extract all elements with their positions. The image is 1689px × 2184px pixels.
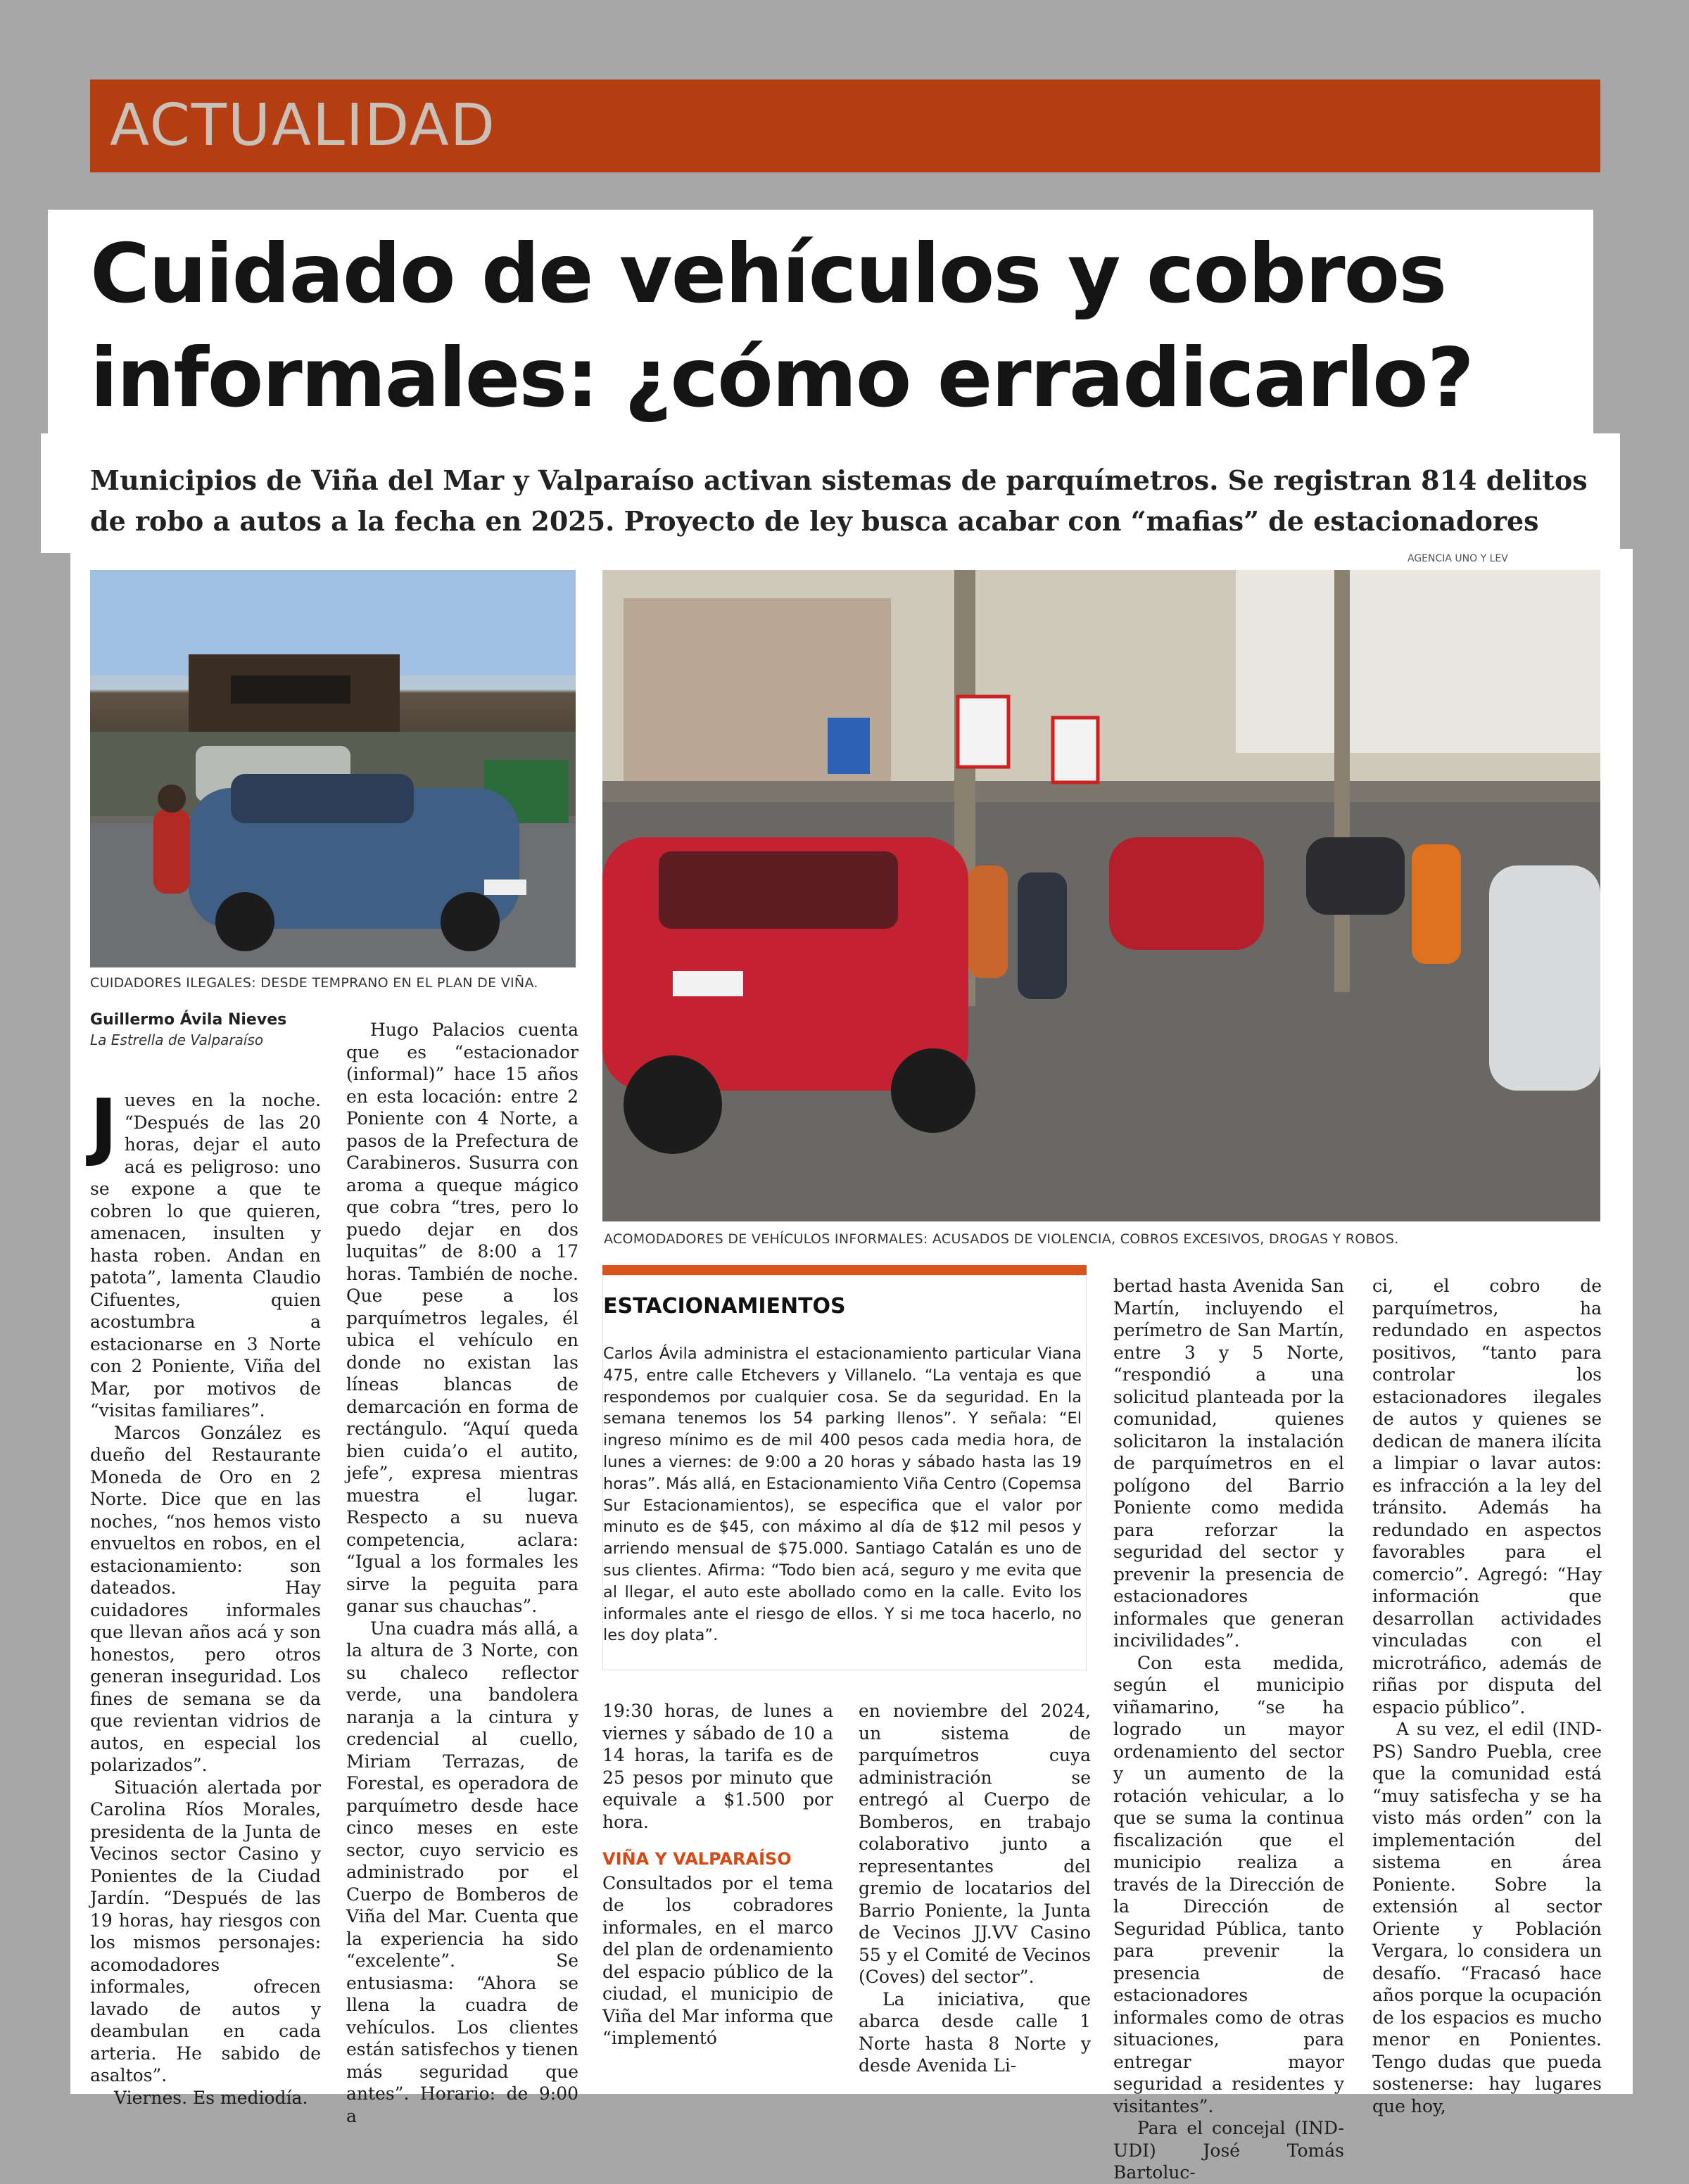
paragraph: Viernes. Es mediodía. (114, 2087, 308, 2108)
paragraph-lead (90, 1083, 321, 1422)
paragraph: Para el concejal (IND-UDI) José Tomás Bartoluc- (1113, 2118, 1344, 2183)
caption-small-photo: CUIDADORES ILEGALES: DESDE TEMPRANO EN EL PLAN DE VIÑA. (90, 975, 538, 991)
sidebar-box-rule (602, 1265, 1087, 1275)
subhead-box (41, 433, 1620, 553)
paragraph: Una cuadra más allá, a la altura de 3 Norte, con su chaleco reflector verde, una bandolera naranja a la cintura y credencial al cuello, Miriam Terrazas, de Forestal, es operadora de parquímetro desde hace cinco meses en este sector, cuyo servicio es administrado por el Cuerpo de Bomberos de Viña del Mar. Cuenta que la experiencia ha sido “excelente”. Se entusiasma: “Ahora se llena la cuadra de vehículos. Los clientes están satisfechos y tienen más seguridad que antes”. Horario: de 9:00 a (346, 1618, 578, 2126)
paragraph: Consultados por el tema de los cobradores informales, en el marco del plan de ordenamiento del espacio público de la ciudad, el municipio de Viña del Mar informa que “implementó (602, 1872, 833, 2048)
paragraph-lead-text: ueves en la noche. “Después de las 20 horas, dejar el auto acá es peligroso: uno se expone a que te cobren lo que quieren, amenacen, insulten y hasta roben. Andan en patota”, lamenta Claudio Cifuentes, quien acostumbra a estacionarse en 3 Norte con 2 Poniente, Viña del Mar, por motivos de “visitas familiares”. (90, 1090, 321, 1421)
section-bar (90, 80, 1600, 172)
photo-informal-parkers (602, 570, 1600, 1221)
subsection-label: VIÑA Y VALPARAÍSO (602, 1849, 792, 1869)
paragraph: en noviembre del 2024, un sistema de parquímetros cuya administración se entregó al Cuerpo de Bomberos, en trabajo colaborativo junto a representantes del gremio de locatarios del Barrio Poniente, la Junta de Vecinos JJ.VV Casino 55 y el Comité de Vecinos (Coves) del sector”. (859, 1701, 1091, 1987)
article-column-6 (1372, 1275, 1602, 2116)
paragraph: Con esta medida, según el municipio viñamarino, “se ha logrado un mayor ordenamiento del sector y un aumento de la rotación vehicular, a lo que se suma la continua fiscalización que el municipio realiza a través de la Dirección de la Dirección de Seguridad Pública, tanto para prevenir la presencia de estacionadores informales como de otras situaciones, para entregar mayor seguridad a residentes y visitantes”. (1113, 1652, 1344, 2116)
photo-illegal-attendant-illustration (90, 570, 576, 967)
subhead: Municipios de Viña del Mar y Valparaíso activan sistemas de parquímetros. Se registran 814 delitos de robo a autos a la fecha en 2025. Proyecto de ley busca acabar con “mafias” de estacionadores (90, 464, 1588, 537)
paragraph: A su vez, el edil (IND-PS) Sandro Puebla, cree que la comunidad está “muy satisfecha y se ha visto más orden” con la implementación del sistema en área Poniente. Sobre la extensión al sector Oriente y Población Vergara, lo considera un desafío. “Fracasó hace años porque la ocupación de los espacios es mucho menor en Ponientes. Tengo dudas que pueda sostenerse: hay lugares que hoy, (1372, 1719, 1602, 2116)
paragraph: La iniciativa, que abarca desde calle 1 Norte hasta 8 Norte y desde Avenida Li- (859, 1988, 1091, 2076)
article-column-2 (346, 1019, 578, 2126)
paragraph: ci, el cobro de parquímetros, ha redundado en aspectos positivos, “tanto para controlar los estacionadores ilegales de autos y quienes se dedican de manera ilícita a limpiar o lavar autos: es infracción a la ley del tránsito. Además ha redundado en aspectos favorables para el comercio”. Agregó: “Hay información que desarrollan actividades vinculadas con el microtráfico, además de riñas por disputa del espacio público”. (1372, 1276, 1602, 1718)
article-column-4 (859, 1700, 1091, 2076)
byline-outlet: La Estrella de Valparaíso (90, 1031, 264, 1048)
drop-cap: J (90, 1083, 118, 1169)
paragraph: Situación alertada por Carolina Ríos Morales, presidenta de la Junta de Vecinos sector Casino y Ponientes de la Ciudad Jardín. “Después de las 19 horas, hay riesgos con los mismos personajes: acomodadores informales, ofrecen lavado de autos y deambulan en cada arteria. He sabido de asaltos”. (90, 1777, 321, 2085)
article-column-5 (1113, 1275, 1344, 2183)
article-column-1 (90, 1083, 321, 2108)
article-column-3 (602, 1700, 833, 2048)
paragraph: bertad hasta Avenida San Martín, incluyendo el perímetro de San Martín, entre 3 y 5 Norte, “respondió a una solicitud planteada por la comunidad, quienes solicitaron la instalación de parquímetros en el polígono del Barrio Poniente como medida para reforzar la seguridad del sector y prevenir la presencia de estacionadores informales que generan incivilidades”. (1113, 1276, 1344, 1651)
sidebar-box-parking (602, 1275, 1087, 1670)
photo-credit: AGENCIA UNO Y LEV (1408, 553, 1508, 564)
paragraph: Marcos González es dueño del Restaurante Moneda de Oro en 2 Norte. Dice que en las noches, “nos hemos visto envueltos en robos, en el estacionamiento: son dateados. Hay cuidadores informales que llevan años acá y son honestos, pero otros generan inseguridad. Los fines de semana se da que revientan vidrios de autos, en especial los polarizados”. (90, 1422, 321, 1775)
sidebar-box-title: ESTACIONAMIENTOS (603, 1294, 846, 1319)
section-label: ACTUALIDAD (110, 92, 496, 159)
paragraph: Hugo Palacios cuenta que es “estacionador (informal)” hace 15 años en esta locación: entre 2 Poniente con 4 Norte, a pasos de la Prefectura de Carabineros. Susurra con aroma a queque mágico que cobra “tres, pero lo puedo dejar en dos luquitas” de 8:00 a 17 horas. También de noche. Que pese a los parquímetros legales, él ubica el vehículo en donde no existan las líneas blancas de demarcación en forma de rectángulo. “Aquí queda bien cuida’o el autito, jefe”, expresa mientras muestra el lugar. Respecto a su nueva competencia, aclara: “Igual a los formales les sirve la peguita para ganar sus chauchas”. (346, 1020, 578, 1616)
caption-large-photo: ACOMODADORES DE VEHÍCULOS INFORMALES: ACUSADOS DE VIOLENCIA, COBROS EXCESIVOS, DROGAS Y ROBOS. (604, 1231, 1399, 1247)
headline-box (48, 210, 1593, 433)
photo-informal-parkers-illustration (602, 570, 1600, 1221)
byline-author: Guillermo Ávila Nieves (90, 1011, 287, 1029)
paragraph: 19:30 horas, de lunes a viernes y sábado de 10 a 14 horas, la tarifa es de 25 pesos por minuto que equivale a $1.500 por hora. (602, 1701, 833, 1832)
headline: Cuidado de vehículos y cobros informales: ¿cómo erradicarlo? (90, 227, 1473, 426)
sidebar-box-text: Carlos Ávila administra el estacionamiento particular Viana 475, entre calle Etchevers y Villanelo. “La ventaja es que respondemos por cualquier cosa. Se da seguridad. En la semana tenemos los 54 parking llenos”. Y señala: “El ingreso mínimo es de mil 400 pesos cada media hora, de lunes a viernes: de 9:00 a 20 horas y sábado hasta las 19 horas”. Más allá, en Estacionamiento Viña Centro (Copemsa Sur Estacionamientos), se especifica que el valor por minuto es de $45, con máximo al día de $12 mil pesos y arriendo mensual de $75.000. Santiago Catalán es uno de sus clientes. Afirma: “Todo bien acá, seguro y me evita que al llegar, el auto este abollado como en la calle. Evito los informales ante el riesgo de ellos. Y si me toca hacerlo, no les doy plata”. (603, 1345, 1082, 1645)
photo-illegal-attendant (90, 570, 576, 967)
